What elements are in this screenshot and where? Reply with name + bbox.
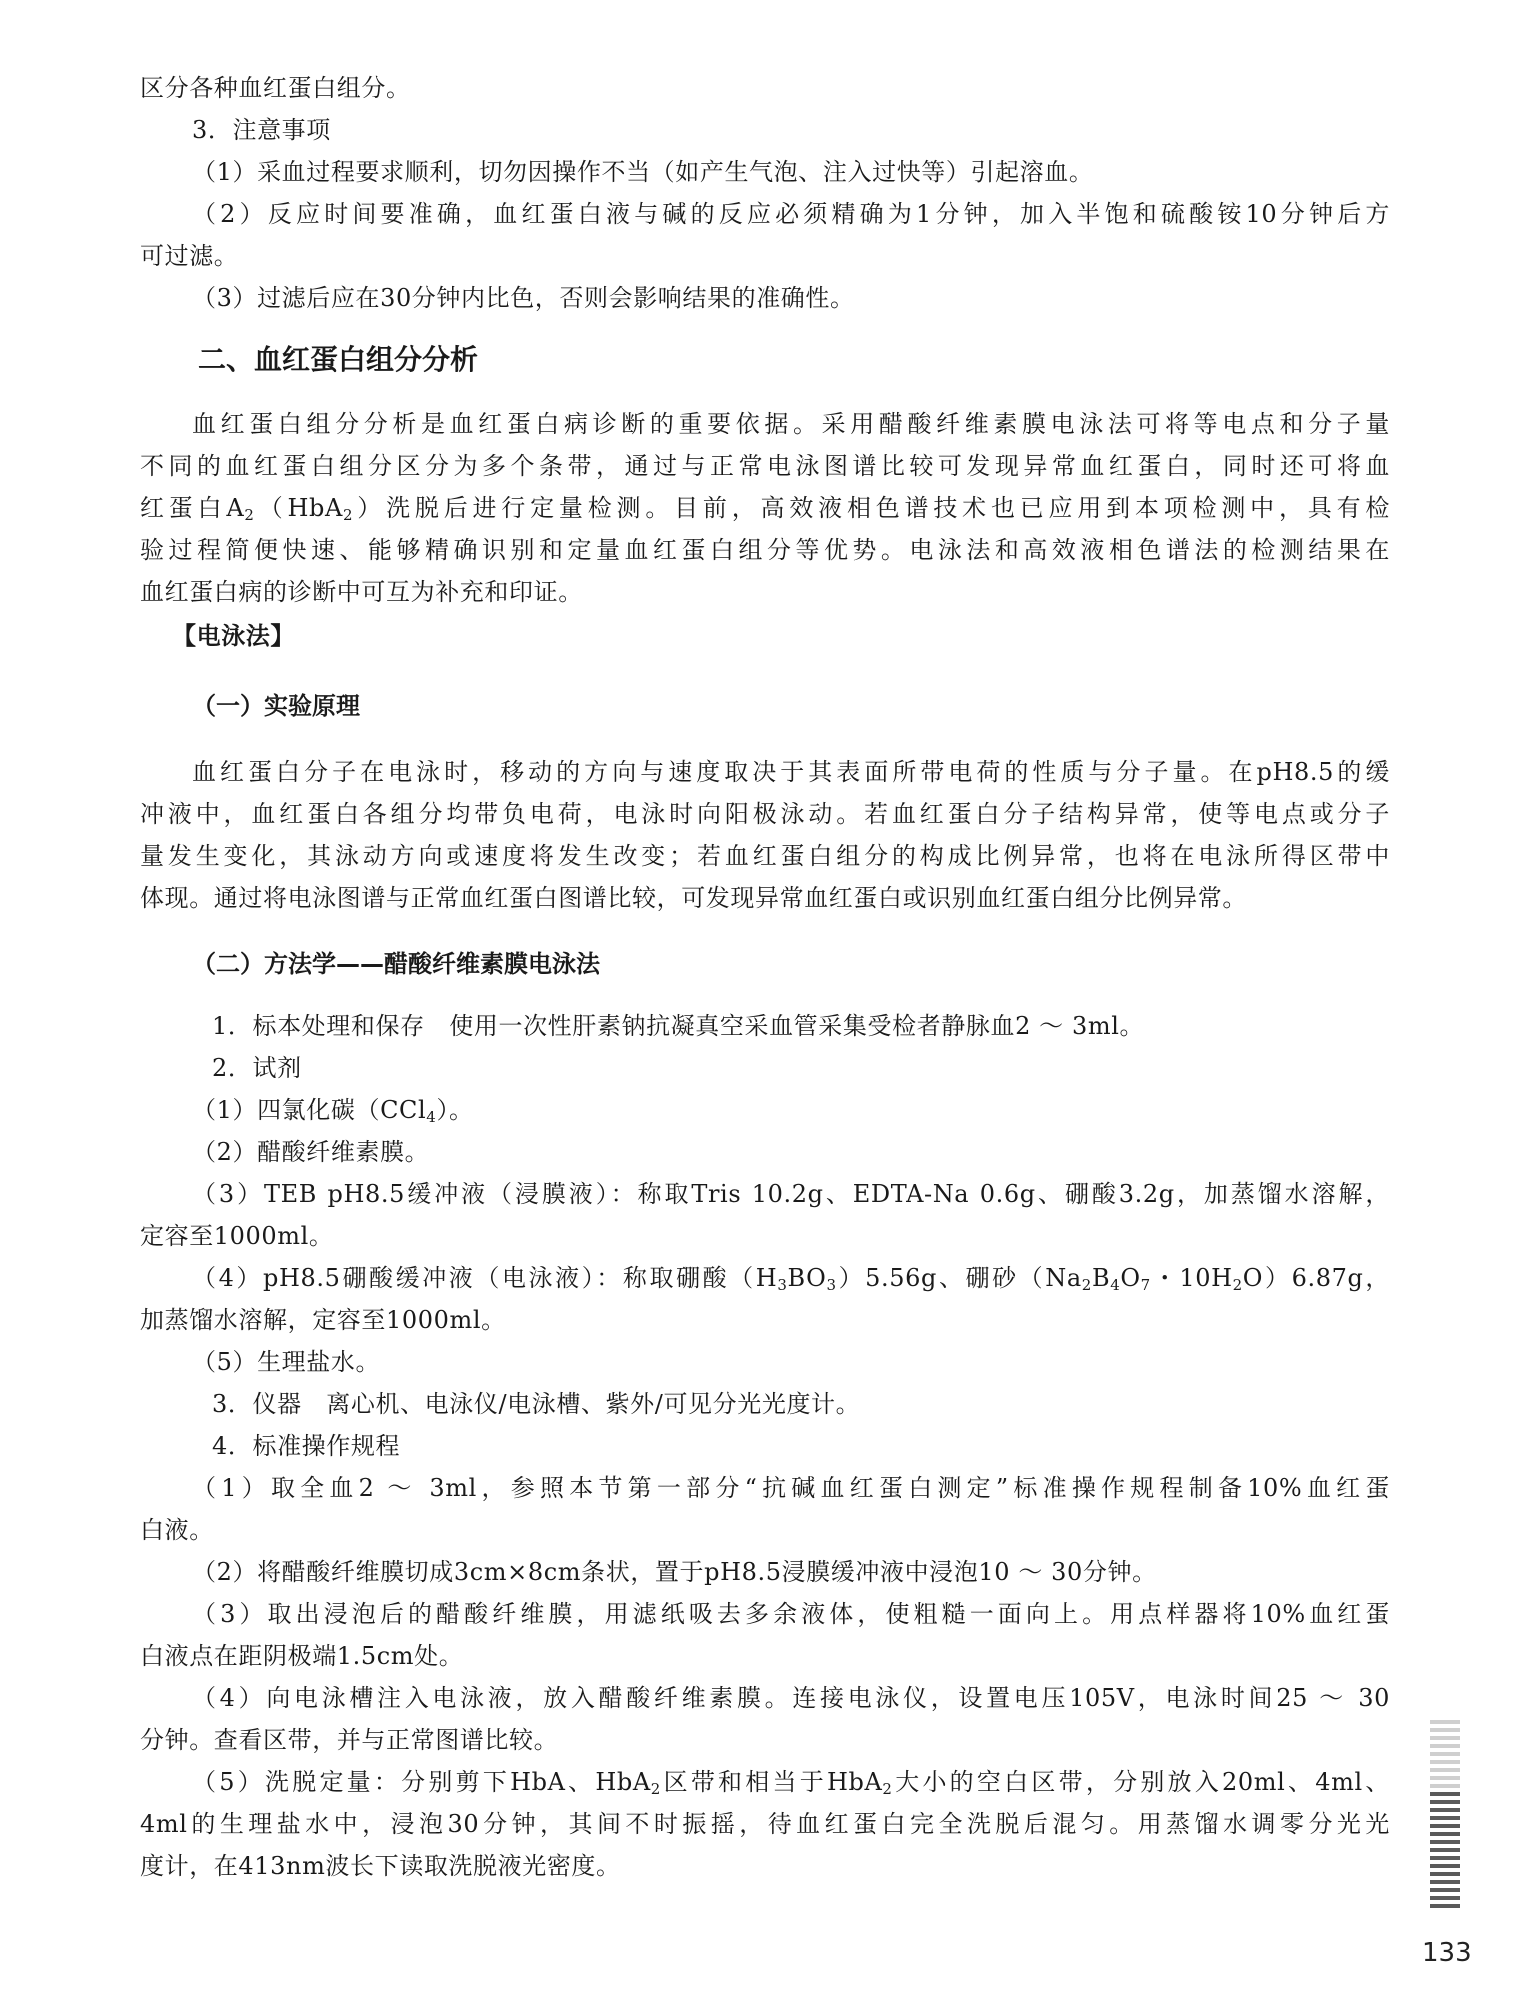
text-line: （5）生理盐水。	[192, 1348, 381, 1376]
paragraph-line: 体现。通过将电泳图谱与正常血红蛋白图谱比较，可发现异常血红蛋白或识别血红蛋白组分比例异常。	[140, 884, 1247, 912]
paragraph-line: 验过程简便快速、能够精确识别和定量血红蛋白组分等优势。电泳法和高效液相色谱法的检测结果在	[140, 536, 1390, 564]
paragraph-line: 血红蛋白组分分析是血红蛋白病诊断的重要依据。采用醋酸纤维素膜电泳法可将等电点和分子量	[192, 410, 1390, 438]
paragraph-line: 血红蛋白病的诊断中可互为补充和印证。	[140, 578, 583, 606]
text-line: 4．标准操作规程	[212, 1432, 401, 1460]
text-line: （2）反应时间要准确，血红蛋白液与碱的反应必须精确为1分钟，加入半饱和硫酸铵10分钟后方	[192, 200, 1390, 228]
text-line: 区分各种血红蛋白组分。	[140, 74, 411, 102]
text-line: 3．仪器 离心机、电泳仪/电泳槽、紫外/可见分光光度计。	[212, 1390, 861, 1418]
text-line: （3）取出浸泡后的醋酸纤维膜，用滤纸吸去多余液体，使粗糙一面向上。用点样器将10%血红蛋	[192, 1600, 1390, 1628]
text-line: 可过滤。	[140, 242, 239, 270]
method-label: 【电泳法】	[172, 622, 295, 650]
text-line: （2）将醋酸纤维膜切成3cm×8cm条状，置于pH8.5浸膜缓冲液中浸泡10 ～ 30分钟。	[192, 1558, 1157, 1586]
paragraph-line: 量发生变化，其泳动方向或速度将发生改变；若血红蛋白组分的构成比例异常，也将在电泳所得区带中	[140, 842, 1390, 870]
text-line: （4）pH8.5硼酸缓冲液（电泳液）：称取硼酸$(H_3BO_3)5.56g$、硼砂（$Na_2B_4O_7$・$10H_2O)6.87g$，	[192, 1264, 1391, 1294]
text-line: 白液点在距阴极端1.5cm处。	[140, 1642, 464, 1670]
text-line: （3）TEB pH8.5缓冲液（浸膜液）：称取Tris 10.2g、EDTA-Na 0.6g、硼酸3.2g，加蒸馏水溶解，	[192, 1180, 1390, 1208]
paragraph-line: 冲液中，血红蛋白各组分均带负电荷，电泳时向阳极泳动。若血红蛋白分子结构异常，使等电点或分子	[140, 800, 1390, 828]
text-line: （1）采血过程要求顺利，切勿因操作不当（如产生气泡、注入过快等）引起溶血。	[192, 158, 1094, 186]
text-line: 定容至1000ml。	[140, 1222, 334, 1250]
text-line: （1）四氯化碳（CCl$_4$）。	[192, 1096, 474, 1126]
text-line: （3）过滤后应在30分钟内比色，否则会影响结果的准确性。	[192, 284, 855, 312]
text-line: （1）取全血2 ～ 3ml，参照本节第一部分“抗碱血红蛋白测定”标准操作规程制备10%血红蛋	[192, 1474, 1390, 1502]
subsection-heading: （二）方法学——醋酸纤维素膜电泳法	[192, 950, 600, 978]
text-line: （2）醋酸纤维素膜。	[192, 1138, 430, 1166]
text-line: 1．标本处理和保存 使用一次性肝素钠抗凝真空采血管采集受检者静脉血2 ～ 3ml。	[212, 1012, 1145, 1040]
text-line: 4ml的生理盐水中，浸泡30分钟，其间不时振摇，待血红蛋白完全洗脱后混匀。用蒸馏水调零分光光	[140, 1810, 1390, 1838]
subsection-heading: （一）实验原理	[192, 692, 360, 720]
text-line: 加蒸馏水溶解，定容至1000ml。	[140, 1306, 506, 1334]
text-line: （4）向电泳槽注入电泳液，放入醋酸纤维素膜。连接电泳仪，设置电压105V，电泳时间25 ～ 30	[192, 1684, 1390, 1712]
thumb-index-marks	[1430, 1720, 1460, 1912]
paragraph-line: 不同的血红蛋白组分区分为多个条带，通过与正常电泳图谱比较可发现异常血红蛋白，同时还可将血	[140, 452, 1390, 480]
section-heading: 二、血红蛋白组分分析	[198, 343, 479, 376]
page-number: 133	[1422, 1938, 1472, 1968]
text-line: 白液。	[140, 1516, 214, 1544]
text-line: 分钟。查看区带，并与正常图谱比较。	[140, 1726, 559, 1754]
notes-heading: 3．注意事项	[192, 116, 331, 144]
paragraph-line: 红蛋白$A_2(HbA_2)$洗脱后进行定量检测。目前，高效液相色谱技术也已应用到本项检测中，具有检	[140, 494, 1390, 524]
text-line: 度计，在413nm波长下读取洗脱液光密度。	[140, 1852, 621, 1880]
text-line: 2．试剂	[212, 1054, 302, 1082]
paragraph-line: 血红蛋白分子在电泳时，移动的方向与速度取决于其表面所带电荷的性质与分子量。在pH8.5的缓	[192, 758, 1390, 786]
text-line: （5）洗脱定量：分别剪下HbA、HbA$_2$区带和相当于HbA$_2$大小的空白区带，分别放入20ml、4ml、	[192, 1768, 1390, 1798]
